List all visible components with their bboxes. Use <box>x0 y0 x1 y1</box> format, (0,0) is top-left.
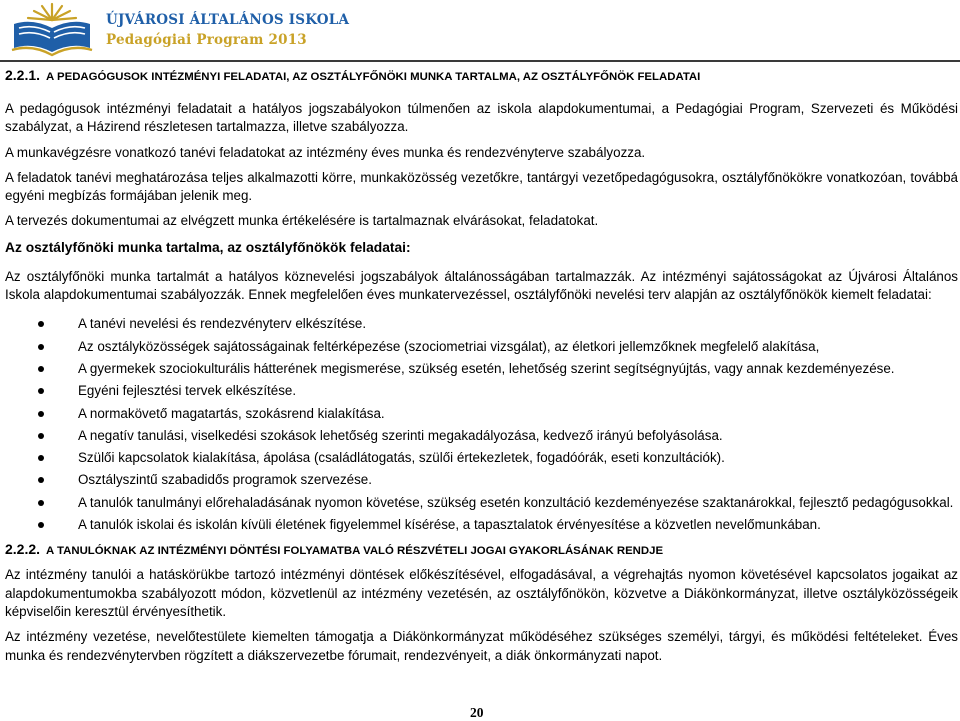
section-number: 2.2.1. <box>5 67 41 83</box>
paragraph: Az intézmény vezetése, nevelőtestülete kiemelten támogatja a Diákönkormányzat működéséhez szükséges személyi, tárgyi, és működési feltételeket. Éves munka és rendezvénytervben rögzített a diákszervezetbe fórumait, rendezvényeit, a diák önkormányzati napot. <box>5 629 958 663</box>
bullet-icon <box>38 388 44 394</box>
list-item <box>5 360 958 378</box>
bullet-icon <box>38 477 44 483</box>
bullet-icon <box>38 500 44 506</box>
list-item-text: A tanulók tanulmányi előrehaladásának nyomon követése, szükség esetén konzultáció kezdeményezése szaktanárokkal, fejlesztő pedagógusokkal. <box>78 494 954 510</box>
school-name: ÚJVÁROSI ÁLTALÁNOS ISKOLA <box>106 12 350 28</box>
program-title: Pedagógiai Program 2013 <box>106 32 307 48</box>
section-title: A PEDAGÓGUSOK INTÉZMÉNYI FELADATAI, AZ OSZTÁLYFŐNÖKI MUNKA TARTALMA, AZ OSZTÁLYFŐNÖK FELADATAI <box>46 71 701 83</box>
bullet-icon <box>38 321 44 327</box>
list-item <box>5 382 958 400</box>
page-number: 20 <box>470 705 484 720</box>
list-item-text: Egyéni fejlesztési tervek elkészítése. <box>78 383 297 399</box>
list-item-text: A tanévi nevelési és rendezvényterv elkészítése. <box>78 316 367 332</box>
list-item <box>5 471 958 489</box>
school-logo-book-icon <box>6 2 98 58</box>
list-item-text: Osztályszintű szabadidős programok szervezése. <box>78 472 372 488</box>
bullet-icon <box>38 366 44 372</box>
header-divider <box>0 60 960 62</box>
paragraph: A feladatok tanévi meghatározása teljes alkalmazotti körre, munkaközösség vezetőkre, tantárgyi vezetőpedagógusokra, osztályfőnökökre vonatkozóan, továbbá egyéni megbízás formájában jelenik meg. <box>5 169 958 204</box>
list-item <box>5 338 958 356</box>
section-heading-2-2-2 <box>5 540 958 560</box>
list-item <box>5 516 958 534</box>
list-item-text: A normakövető magatartás, szokásrend kialakítása. <box>78 405 385 421</box>
list-item-text: A negatív tanulási, viselkedési szokások lehetőség szerinti megakadályozása, kedvező irányú befolyásolása. <box>78 427 723 443</box>
section-title: A TANULÓKNAK AZ INTÉZMÉNYI DÖNTÉSI FOLYAMATBA VALÓ RÉSZVÉTELI JOGAI GYAKORLÁSÁNAK RENDJE <box>46 545 664 558</box>
paragraph: A munkavégzésre vonatkozó tanévi feladatokat az intézmény éves munka és rendezvényterve szabályozza. <box>5 144 646 160</box>
document-body <box>5 66 958 665</box>
bullet-icon <box>38 411 44 417</box>
list-item-text: A tanulók iskolai és iskolán kívüli életének figyelemmel kísérése, a tapasztalatok érvényesítése a közvetlen nevelőmunkában. <box>78 517 821 533</box>
list-item-text: A gyermekek szociokulturális hátterének megismerése, szükség esetén, lehetőség szerint segítségnyújtás, vagy annak kezdeményezése. <box>78 360 895 376</box>
paragraph: A tervezés dokumentumai az elvégzett munka értékelésére is tartalmaznak elvárásokat, feladatokat. <box>5 213 599 229</box>
duties-list <box>5 315 958 534</box>
paragraph: Az intézmény tanulói a hatáskörükbe tartozó intézményi döntések előkészítésével, elfogadásával, a végrehajtás nyomon követésével kapcsolatos jogaikat az alapdokumentumokba szabályozott módon, közvetlenül az intézmény vezetésén, az osztályfőnökön, közvetve a Diákönkormányzat, illetve osztályközösségeik képviselőin keresztül érvényesíthetik. <box>5 567 958 619</box>
list-item <box>5 315 958 333</box>
bullet-icon <box>38 522 44 528</box>
bullet-icon <box>38 455 44 461</box>
intro-paragraph: Az osztályfőnöki munka tartalmát a hatályos köznevelési jogszabályok általánosságában tartalmazzák. Az intézményi sajátosságokat az Újvárosi Általános Iskola alapdokumentumai szabályozzák. Ennek megfelelően éves munkatervezéssel, osztályfőnöki nevelési terv alapján az osztályfőnökök kiemelt feladatai: <box>5 268 958 303</box>
section-heading-2-2-1 <box>5 66 958 86</box>
paragraph: A pedagógusok intézményi feladatait a hatályos jogszabályokon túlmenően az iskola alapdokumentumai, a Pedagógiai Program, Szervezeti és Működési szabályzat, a Házirend részletesen tartalmazza, illetve szabályozza. <box>5 101 958 135</box>
section-number: 2.2.2. <box>5 541 41 558</box>
subheading: Az osztályfőnöki munka tartalma, az osztályfőnökök feladatai: <box>5 239 411 255</box>
list-item <box>5 405 958 423</box>
list-item <box>5 427 958 445</box>
page-header <box>0 0 960 62</box>
bullet-icon <box>38 433 44 439</box>
bullet-icon <box>38 344 44 350</box>
list-item-text: Az osztályközösségek sajátosságainak feltérképezése (szociometriai vizsgálat), az életkori jellemzőknek megfelelő alakítása, <box>78 338 820 354</box>
list-item <box>5 449 958 467</box>
list-item-text: Szülői kapcsolatok kialakítása, ápolása (családlátogatás, szülői értekezletek, fogadóórák, eseti konzultációk). <box>78 450 725 466</box>
list-item <box>5 494 958 512</box>
